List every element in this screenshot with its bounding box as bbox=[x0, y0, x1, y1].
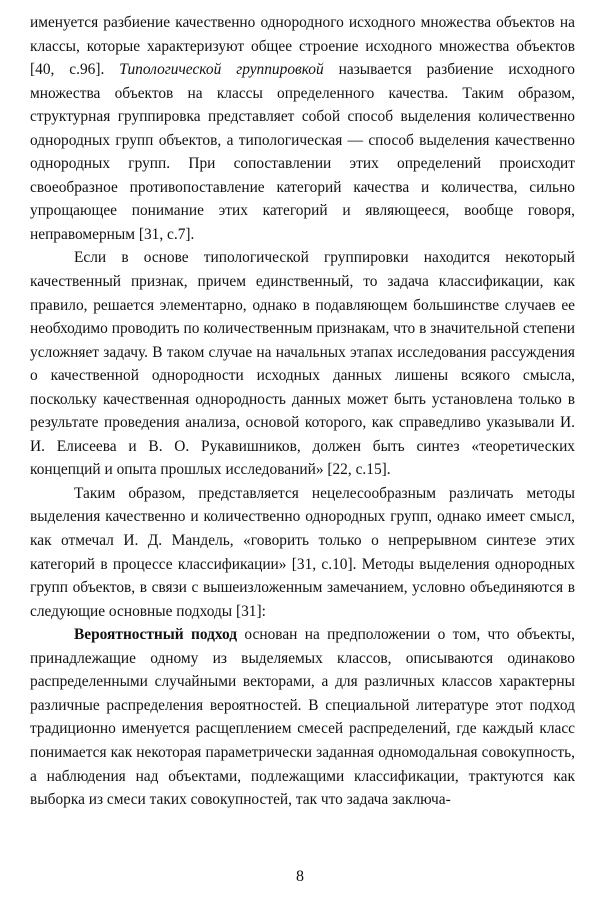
paragraph-run: основан на предположении о том, что объекты, принадлежащие одному из выделяемых классов, описываются одинаково распределенными случайными векторами, а для различных классов характерны различные распределения вероятностей. В специальной литературе этот подход традиционно именуется расщеплением смесей распределений, где каждый класс понимается как некоторая параметрически заданная одномодальная совокупность, а наблюдения над объектами, подлежащими классификации, трактуются как выборка из смеси таких совокупностей, так что задача заключа- bbox=[30, 626, 575, 809]
paragraph-run: Таким образом, представляется нецелесообразным различать методы выделения качественно и количественно однородных групп, однако имеет смысл, как отмечал И. Д. Мандель, «говорить только о непрерывном синтезе этих категорий в процессе классификации» [31, с.10]. Методы выделения однородных групп объектов, в связи с вышеизложенным замечанием, условно объединяются в следующие основные подходы [31]: bbox=[30, 484, 575, 620]
paragraph-run: называется разбиение исходного множества объектов на классы определенного качества. Таким образом, структурная группировка представляет собой способ выделения количественно однородных групп объектов, а типологическая — способ выделения качественно однородных групп. При сопоставлении этих определений происходит своеобразное противопоставление категорий качества и количества, сильно упрощающее понимание этих категорий и являющееся, вообще говоря, неправомерным [31, с.7]. bbox=[30, 61, 575, 243]
paragraph-run: именуется разбиение качественно однородного исходного множества объектов на классы, которые характеризуют общее строение исходного множества объектов [40, с.96]. bbox=[30, 14, 575, 79]
term-typological-grouping: Типологической группировкой bbox=[119, 61, 324, 79]
paragraph-probabilistic-approach bbox=[30, 623, 575, 811]
paragraph-run: Если в основе типологической группировки находится некоторый качественный признак, причем единственный, то задача классификации, как правило, решается элементарно, однако в подавляющем большинстве случаев ее необходимо проводить по количественным признакам, что в значительной степени усложняет задачу. В таком случае на начальных этапах исследования рассуждения о качественной однородности исходных данных лишены всякого смысла, поскольку качественная однородность данных может быть установлена только в результате проведения анализа, основой которого, как справедливо указывали И. И. Елисеева и В. О. Рукавишников, должен быть синтез «теоретических концепций и опыта прошлых исследований» [22, с.15]. bbox=[30, 249, 575, 479]
page-body bbox=[30, 11, 575, 812]
paragraph-typological-grouping bbox=[30, 11, 575, 246]
paragraph-methods-synthesis bbox=[30, 482, 575, 623]
term-probabilistic-approach: Вероятностный подход bbox=[74, 626, 238, 644]
page-number: 8 bbox=[296, 868, 304, 885]
paragraph-qualitative-attribute bbox=[30, 246, 575, 481]
